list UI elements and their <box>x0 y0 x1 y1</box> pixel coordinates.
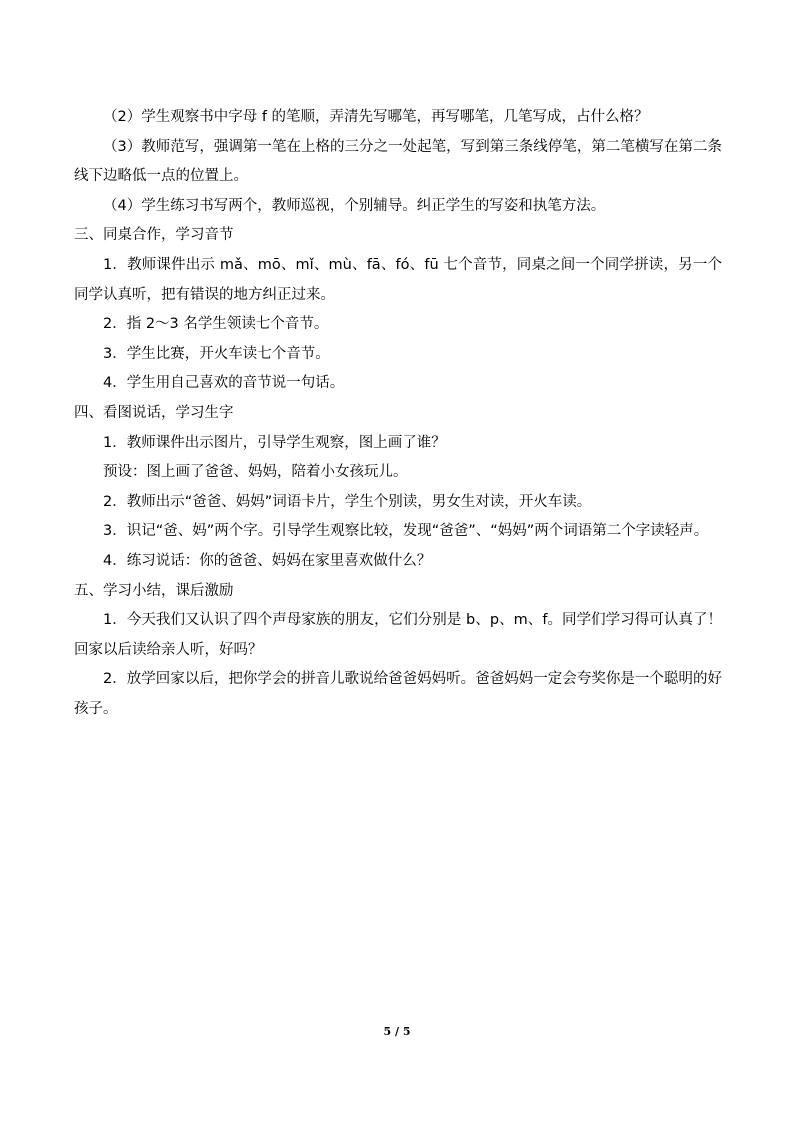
section-heading-4: 四、看图说话，学习生字 <box>74 404 234 421</box>
section-heading-3: 三、同桌合作，学习音节 <box>74 227 234 244</box>
paragraph-picture-2: 2．教师出示“爸爸、妈妈”词语卡片，学生个别读，男女生对读，开火车读。 <box>103 493 592 510</box>
document-body <box>74 103 722 724</box>
paragraph-syllables-1: 1．教师课件出示 mǎ、mō、mǐ、mù、fā、fó、fū 七个音节，同桌之间一个同学拼读，另一个同学认真听，把有错误的地方纠正过来。 <box>74 256 722 303</box>
paragraph-syllables-2: 2．指 2～3 名学生领读七个音节。 <box>103 316 329 333</box>
paragraph-summary-1: 1．今天我们又认识了四个声母家族的朋友，它们分别是 b、p、m、f。同学们学习得可认真了！回家以后读给亲人听，好吗？ <box>74 612 722 658</box>
paragraph-picture-4: 4．练习说话：你的爸爸、妈妈在家里喜欢做什么？ <box>103 552 432 569</box>
paragraph-syllables-3: 3．学生比赛，开火车读七个音节。 <box>103 345 330 362</box>
paragraph-step-4: （4）学生练习书写两个，教师巡视，个别辅导。纠正学生的写姿和执笔方法。 <box>103 197 606 214</box>
paragraph-syllables-4: 4．学生用自己喜欢的音节说一句话。 <box>103 375 345 392</box>
page-number: 5 / 5 <box>383 1025 411 1038</box>
paragraph-summary-2: 2．放学回家以后，把你学会的拼音儿歌说给爸爸妈妈听。爸爸妈妈一定会夸奖你是一个聪明的好孩子。 <box>74 671 722 717</box>
paragraph-step-3: （3）教师范写，强调第一笔在上格的三分之一处起笔，写到第三条线停笔，第二笔横写在第二条线下边略低一点的位置上。 <box>74 138 722 185</box>
paragraph-step-2: （2）学生观察书中字母 f 的笔顺，弄清先写哪笔，再写哪笔，几笔写成，占什么格？ <box>103 109 649 125</box>
paragraph-picture-preset: 预设：图上画了爸爸、妈妈，陪着小女孩玩儿。 <box>103 464 408 481</box>
paragraph-picture-3: 3．识记“爸、妈”两个字。引导学生观察比较，发现“爸爸”、“妈妈”两个词语第二个字读轻声。 <box>103 523 709 540</box>
section-heading-5: 五、学习小结，课后激励 <box>74 582 234 599</box>
paragraph-picture-1: 1．教师课件出示图片，引导学生观察，图上画了谁？ <box>103 434 446 451</box>
